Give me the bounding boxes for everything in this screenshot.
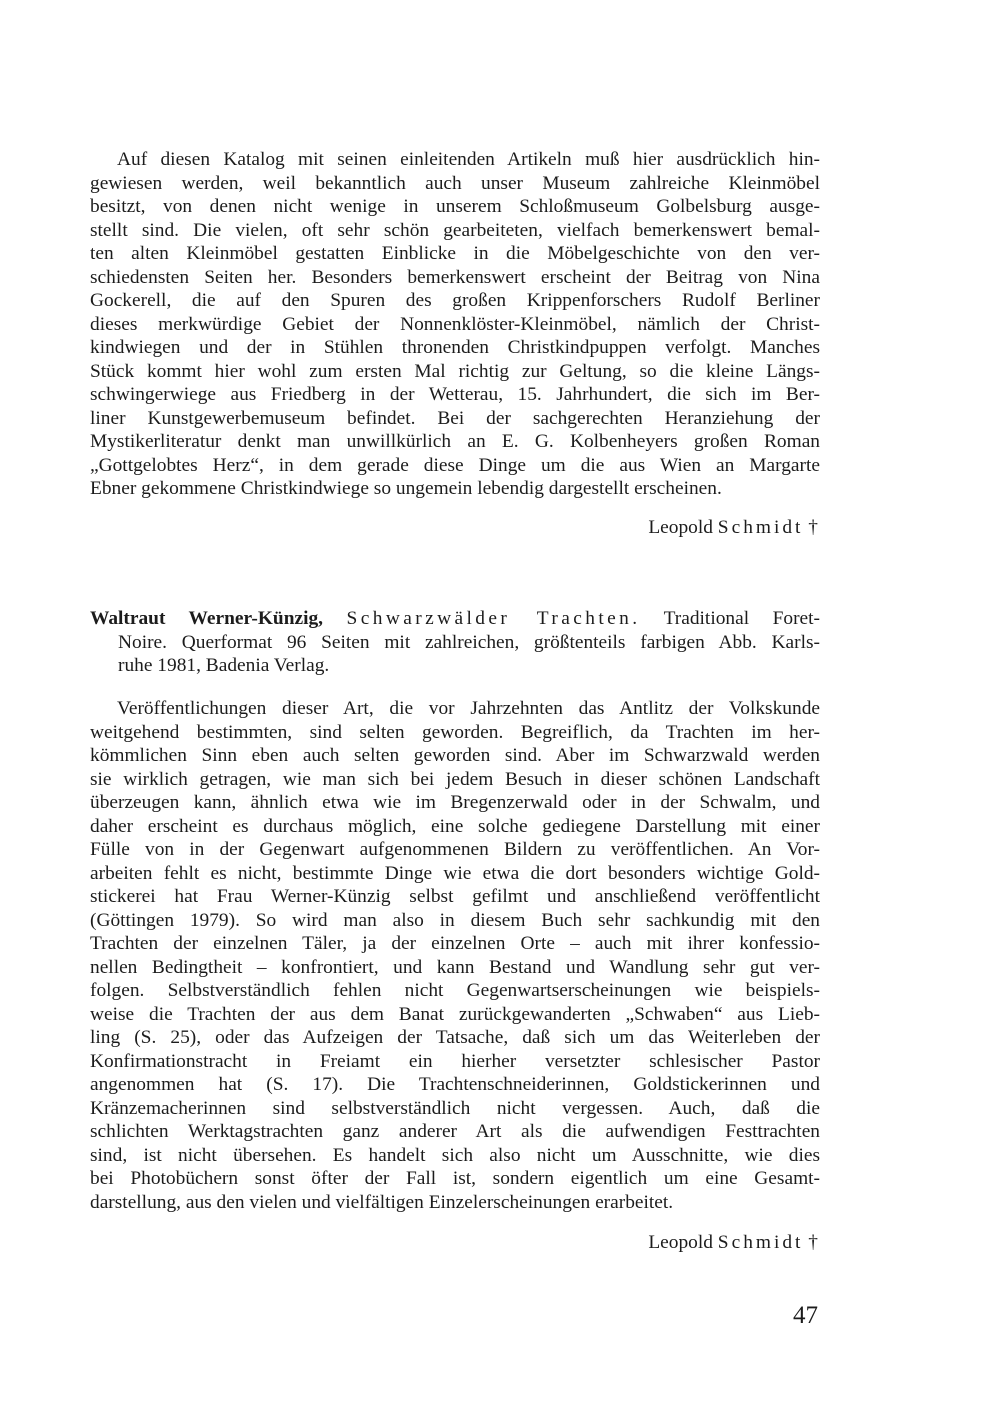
text-line: stellt sind. Die vielen, oft sehr schön gearbeiteten, vielfach bemerkenswert bemal-: [90, 219, 820, 241]
text-line: dieses merkwürdige Gebiet der Nonnenklöster-Kleinmöbel, nämlich der Christ-: [90, 313, 820, 335]
text-line: schwingerwiege aus Friedberg in der Wetterau, 15. Jahrhundert, die sich im Ber-: [90, 384, 820, 405]
review-1-text: [90, 148, 820, 501]
bib-line: [90, 607, 820, 631]
review-2-text: [90, 697, 820, 1214]
text-line: Fülle von in der Gegenwart aufgenommenen Bildern zu veröffentlichen. An Vor-: [90, 839, 820, 860]
signature-first-name: Leopold: [648, 1232, 713, 1253]
text-line: folgen. Selbstverständlich fehlen nicht Gegenwartserscheinungen wie beispiels-: [90, 980, 820, 1001]
text-line: weitgehend bestimmten, sind selten geworden. Begreiflich, da Trachten im her-: [90, 721, 820, 743]
text-line: Ebner gekommene Christkindwiege so ungemein lebendig dargestellt erscheinen.: [90, 478, 722, 499]
text-line: besitzt, von denen nicht wenige in unserem Schloßmuseum Golbelsburg ausge-: [90, 196, 820, 217]
text-line: bei Photobüchern sonst öfter der Fall ist, sondern eigentlich um eine Gesamt-: [90, 1168, 820, 1189]
text-line: „Gottgelobtes Herz“, in dem gerade diese Dinge um die aus Wien an Margarte: [90, 454, 820, 476]
text-line: schiedensten Seiten her. Besonders bemerkenswert erscheint der Beitrag von Nina: [90, 266, 820, 288]
text-line: gewiesen werden, weil bekanntlich auch unser Museum zahlreiche Kleinmöbel: [90, 172, 820, 194]
bib-line: ruhe 1981, Badenia Verlag.: [118, 655, 330, 676]
text-line: sie wirklich getragen, wie man sich bei jedem Besuch in dieser schönen Landschaft: [90, 768, 820, 790]
page-number: 47: [793, 1302, 818, 1329]
text-line: angenommen hat (S. 17). Die Trachtenschneiderinnen, Goldstickerinnen und: [90, 1074, 820, 1095]
text-line: Stück kommt hier wohl zum ersten Mal richtig zur Geltung, so die kleine Längs-: [90, 360, 820, 382]
dagger-mark: †: [808, 517, 818, 538]
text-line: Kränzemacherinnen sind selbstverständlich nicht vergessen. Auch, daß die: [90, 1097, 820, 1119]
book-title: Schwarzwälder Trachten.: [346, 608, 641, 629]
text-line: Konfirmationstracht in Freiamt ein hierher versetzter schlesischer Pastor: [90, 1050, 820, 1072]
review-2-bibliography: [90, 607, 820, 678]
text-line: stickerei hat Frau Werner-Künzig selbst gefilmt und anschließend veröffentlicht: [90, 886, 820, 907]
dagger-mark: †: [808, 1232, 818, 1253]
text-line: schlichten Werktagstrachten ganz anderer Art als die aufwendigen Festtrachten: [90, 1121, 820, 1142]
text-line: überzeugen kann, ähnlich etwa wie im Bregenzerwald oder in der Schwalm, und: [90, 792, 820, 813]
text-line: sind, ist nicht übersehen. Es handelt sich also nicht um Ausschnitte, wie dies: [90, 1144, 820, 1166]
text-line: kömmlichen Sinn eben auch selten geworden sind. Aber im Schwarzwald werden: [90, 745, 820, 766]
signature-last-name: Schmidt: [717, 1232, 804, 1253]
text-line: daher erscheint es durchaus möglich, eine solche gediegene Darstellung mit einer: [90, 815, 820, 837]
signature-last-name: Schmidt: [717, 517, 804, 538]
review-2-signature: [648, 1231, 818, 1255]
text-line: weise die Trachten der aus dem Banat zurückgewanderten „Schwaben“ aus Lieb-: [90, 1003, 820, 1025]
review-1-signature: [648, 516, 818, 540]
text-line: liner Kunstgewerbemuseum befindet. Bei der sachgerechten Heranziehung der: [90, 407, 820, 429]
text-line: Trachten der einzelnen Täler, ja der einzelnen Orte – auch mit ihrer konfessio-: [90, 933, 820, 954]
text-line: Auf diesen Katalog mit seinen einleitenden Artikeln muß hier ausdrücklich hin-: [117, 149, 820, 170]
text-line: arbeiten fehlt es nicht, bestimmte Dinge wie etwa die dort besonders wichtige Gold-: [90, 862, 820, 884]
text-line: darstellung, aus den vielen und vielfältigen Einzelerscheinungen erarbeitet.: [90, 1191, 674, 1213]
text-line: ten alten Kleinmöbel gestatten Einblicke in die Möbelgeschichte von den ver-: [90, 243, 820, 264]
text-line: (Göttingen 1979). So wird man also in diesem Buch sehr sachkundig mit den: [90, 909, 820, 931]
text-line: kindwiegen und der in Stühlen thronenden Christkindpuppen verfolgt. Manches: [90, 337, 820, 358]
book-author: Waltraut Werner-Künzig,: [90, 608, 324, 629]
signature-first-name: Leopold: [648, 517, 713, 538]
text-line: ling (S. 25), oder das Aufzeigen der Tatsache, daß sich um das Weiterleben der: [90, 1027, 820, 1048]
bib-line: Noire. Querformat 96 Seiten mit zahlreichen, größtenteils farbigen Abb. Karls-: [118, 631, 820, 653]
text-line: Mystikerliteratur denkt man unwillkürlich an E. G. Kolbenheyers großen Roman: [90, 431, 820, 452]
text-line: Veröffentlichungen dieser Art, die vor Jahrzehnten das Antlitz der Volkskunde: [117, 698, 820, 719]
text-line: nellen Bedingtheit – konfrontiert, und kann Bestand und Wandlung sehr gut ver-: [90, 956, 820, 978]
text-line: Gockerell, die auf den Spuren des großen Krippenforschers Rudolf Berliner: [90, 290, 820, 311]
book-subtitle: Traditional Foret-: [663, 608, 820, 629]
